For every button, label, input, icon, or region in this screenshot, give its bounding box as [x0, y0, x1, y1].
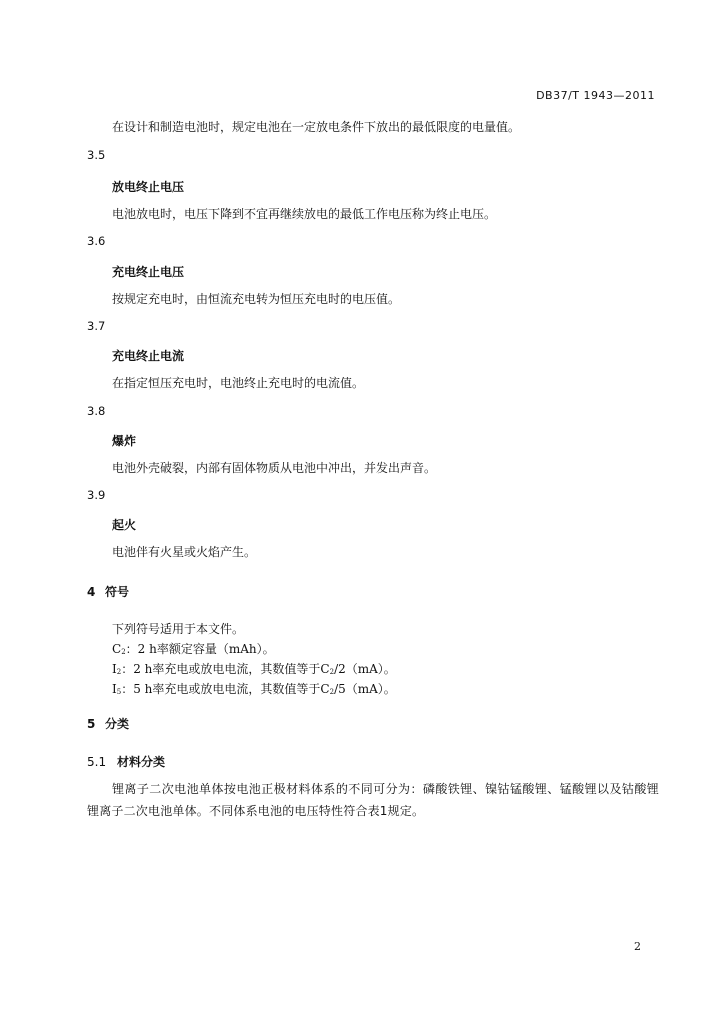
- term-name-3-8: 爆炸: [112, 434, 137, 448]
- section-4-number: 4: [87, 585, 96, 599]
- term-number-3-6: 3.6: [87, 234, 106, 248]
- term-definition-3-5: 电池放电时，电压下降到不宜再继续放电的最低工作电压称为终止电压。: [112, 207, 497, 221]
- section-5-number: 5: [87, 717, 96, 731]
- term-number-3-9: 3.9: [87, 488, 106, 502]
- section-5-1-heading: [87, 753, 165, 770]
- symbol-i5-text: ：5 h率充电或放电电流，其数值等于C: [121, 682, 330, 696]
- term-definition-3-7: 在指定恒压充电时，电池终止充电时的电流值。: [112, 376, 365, 390]
- term-definition-3-6: 按规定充电时，由恒流充电转为恒压充电时的电压值。: [112, 292, 401, 306]
- document-code: DB37/T 1943—2011: [536, 89, 655, 102]
- term-name-3-6: 充电终止电压: [112, 265, 185, 279]
- term-name-3-9: 起火: [112, 518, 137, 532]
- symbol-i2-letter: I: [112, 662, 117, 676]
- definition-3-4: 在设计和制造电池时，规定电池在一定放电条件下放出的最低限度的电量值。: [112, 120, 521, 134]
- section-5-title: 分类: [105, 717, 130, 731]
- symbol-c2: [112, 640, 275, 657]
- term-definition-3-9: 电池伴有火星或火焰产生。: [112, 545, 257, 559]
- symbol-i5-c-subscript: 2: [329, 688, 335, 696]
- symbol-i2: [112, 660, 396, 677]
- section-5-1-paragraph: 锂离子二次电池单体按电池正极材料体系的不同可分为：磷酸铁锂、镍钴锰酸锂、锰酸锂以及钴酸锂锂离子二次电池单体。不同体系电池的电压特性符合表1规定。: [87, 782, 659, 818]
- term-number-3-5: 3.5: [87, 148, 106, 162]
- term-name-3-7: 充电终止电流: [112, 349, 185, 363]
- section-4-heading: [87, 583, 129, 600]
- symbol-c2-subscript: 2: [121, 648, 126, 656]
- symbol-i2-c-subscript: 2: [329, 668, 335, 676]
- symbol-i5-subscript: 5: [116, 688, 122, 696]
- page-number: 2: [634, 940, 641, 953]
- section-5-1-number: 5.1: [87, 755, 107, 769]
- symbol-c2-text: ：2 h率额定容量（mAh）。: [125, 642, 275, 656]
- section-4-intro: 下列符号适用于本文件。: [112, 622, 245, 636]
- symbol-i2-text-end: /2（mA）。: [334, 662, 396, 676]
- symbol-i5-text-end: /5（mA）。: [334, 682, 396, 696]
- term-name-3-5: 放电终止电压: [112, 180, 185, 194]
- term-number-3-8: 3.8: [87, 404, 106, 418]
- symbol-i2-subscript: 2: [116, 668, 122, 676]
- symbol-c2-letter: C: [112, 642, 122, 656]
- symbol-i2-text: ：2 h率充电或放电电流，其数值等于C: [121, 662, 330, 676]
- section-4-title: 符号: [105, 585, 130, 599]
- symbol-i5: [112, 680, 396, 697]
- symbol-i5-letter: I: [112, 682, 117, 696]
- term-definition-3-8: 电池外壳破裂，内部有固体物质从电池中冲出，并发出声音。: [112, 461, 437, 475]
- section-5-1-title: 材料分类: [117, 755, 166, 769]
- term-number-3-7: 3.7: [87, 319, 106, 333]
- section-5-heading: [87, 715, 129, 732]
